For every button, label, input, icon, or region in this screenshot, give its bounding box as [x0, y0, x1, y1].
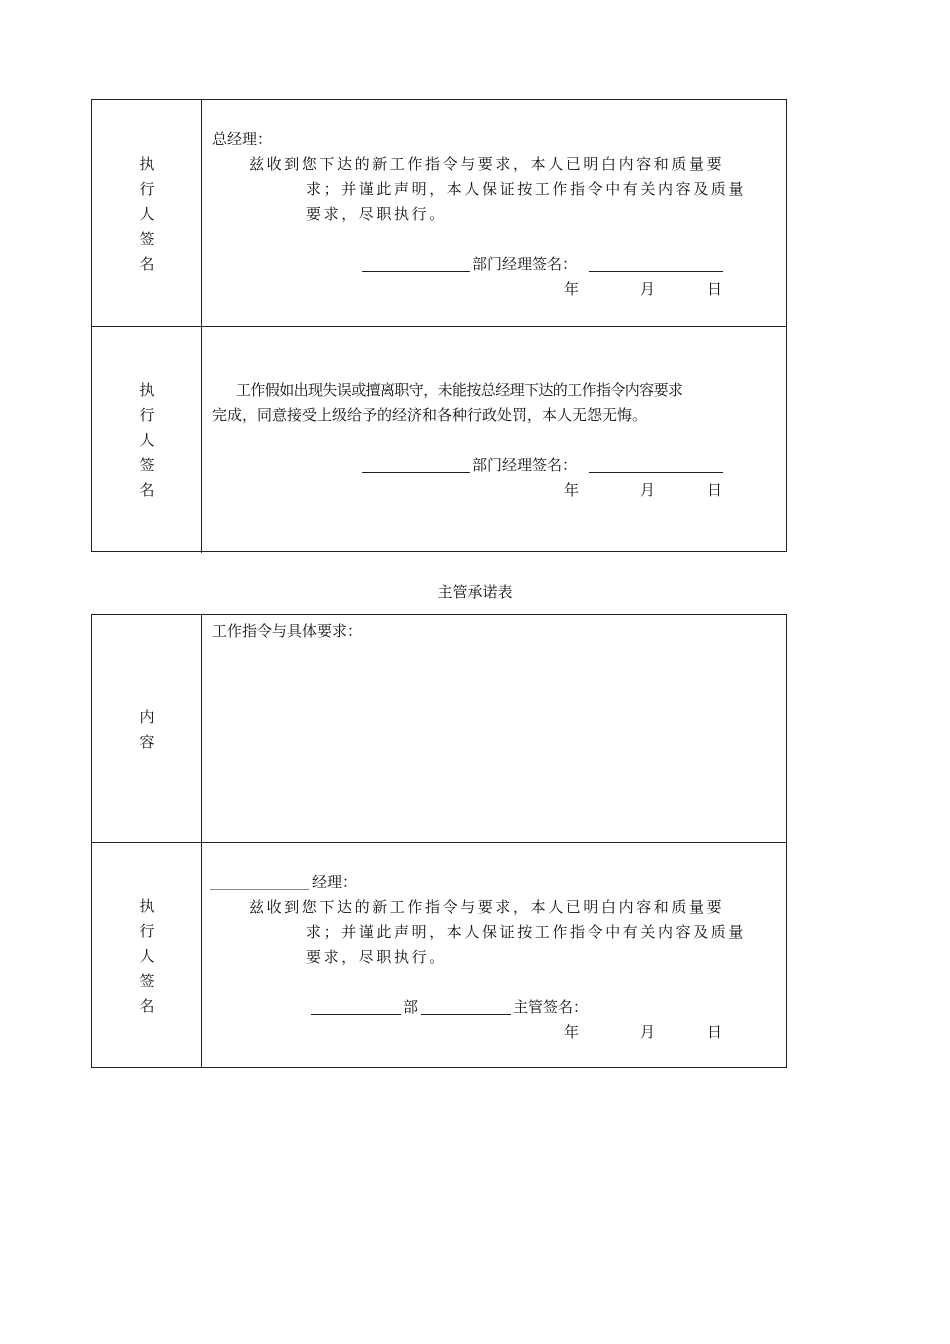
- salutation: 总经理：: [212, 130, 273, 148]
- acknowledgement-line-3: 要求，尽职执行。: [306, 205, 447, 223]
- acknowledgement-line-2: 求；并谨此声明，本人保证按工作指令中有关内容及质量: [306, 923, 747, 941]
- label-cell: [92, 843, 202, 1067]
- acknowledgement-line-2: 求；并谨此声明，本人保证按工作指令中有关内容及质量: [306, 180, 747, 198]
- salutation-suffix: 经理：: [312, 873, 358, 891]
- department-blank-line[interactable]: [362, 271, 470, 272]
- manager-signature-line[interactable]: [589, 472, 723, 473]
- date-month: 月: [640, 280, 656, 298]
- manager-signature-line[interactable]: [589, 271, 723, 272]
- content-cell[interactable]: [202, 615, 786, 842]
- date-year: 年: [564, 481, 580, 499]
- acknowledgement-line-3: 要求，尽职执行。: [306, 948, 447, 966]
- content-cell: [202, 843, 786, 1067]
- label-cell: [92, 615, 202, 842]
- supervisor-signature-label: 主管签名：: [513, 998, 589, 1016]
- row-label-content: 内 容: [139, 708, 155, 751]
- row-label-executor-signature: 执 行 人 签 名: [139, 381, 155, 499]
- label-cell: [92, 100, 202, 326]
- content-cell: [202, 327, 786, 553]
- date-day: 日: [707, 280, 723, 298]
- penalty-line-2: 完成，同意接受上级给予的经济和各种行政处罚，本人无怨无悔。: [212, 406, 648, 424]
- row-label-executor-signature: 执 行 人 签 名: [139, 897, 155, 1015]
- signature-row-penalty-consent: [92, 327, 786, 553]
- department-name-blank-line[interactable]: [311, 1014, 401, 1015]
- department-blank-line[interactable]: [362, 472, 470, 473]
- manager-name-blank-line[interactable]: [210, 889, 309, 890]
- date-year: 年: [564, 1023, 580, 1041]
- date-month: 月: [640, 481, 656, 499]
- acknowledgement-line-1: 兹收到您下达的新工作指令与要求，本人已明白内容和质量要: [249, 155, 725, 173]
- supervisor-commitment-table: [91, 614, 787, 1068]
- section-title: 主管承诺表: [437, 583, 513, 601]
- signature-row-supervisor: [92, 843, 786, 1067]
- acknowledgement-line-1: 兹收到您下达的新工作指令与要求，本人已明白内容和质量要: [249, 898, 725, 916]
- date-year: 年: [564, 280, 580, 298]
- date-month: 月: [640, 1023, 656, 1041]
- row-label-executor-signature: 执 行 人 签 名: [139, 155, 155, 273]
- department-label: 部: [403, 998, 419, 1016]
- date-day: 日: [707, 1023, 723, 1041]
- label-cell: [92, 327, 202, 553]
- instructions-heading: 工作指令与具体要求：: [212, 622, 363, 640]
- content-row: [92, 615, 786, 843]
- manager-signature-label: 部门经理签名：: [472, 255, 578, 273]
- executor-signature-table: [91, 99, 787, 552]
- position-blank-line[interactable]: [421, 1014, 511, 1015]
- content-cell: [202, 100, 786, 326]
- penalty-line-1: 工作假如出现失误或擅离职守，未能按总经理下达的工作指令内容要求: [236, 381, 683, 399]
- date-day: 日: [707, 481, 723, 499]
- signature-row-acknowledgement: [92, 100, 786, 327]
- manager-signature-label: 部门经理签名：: [472, 456, 578, 474]
